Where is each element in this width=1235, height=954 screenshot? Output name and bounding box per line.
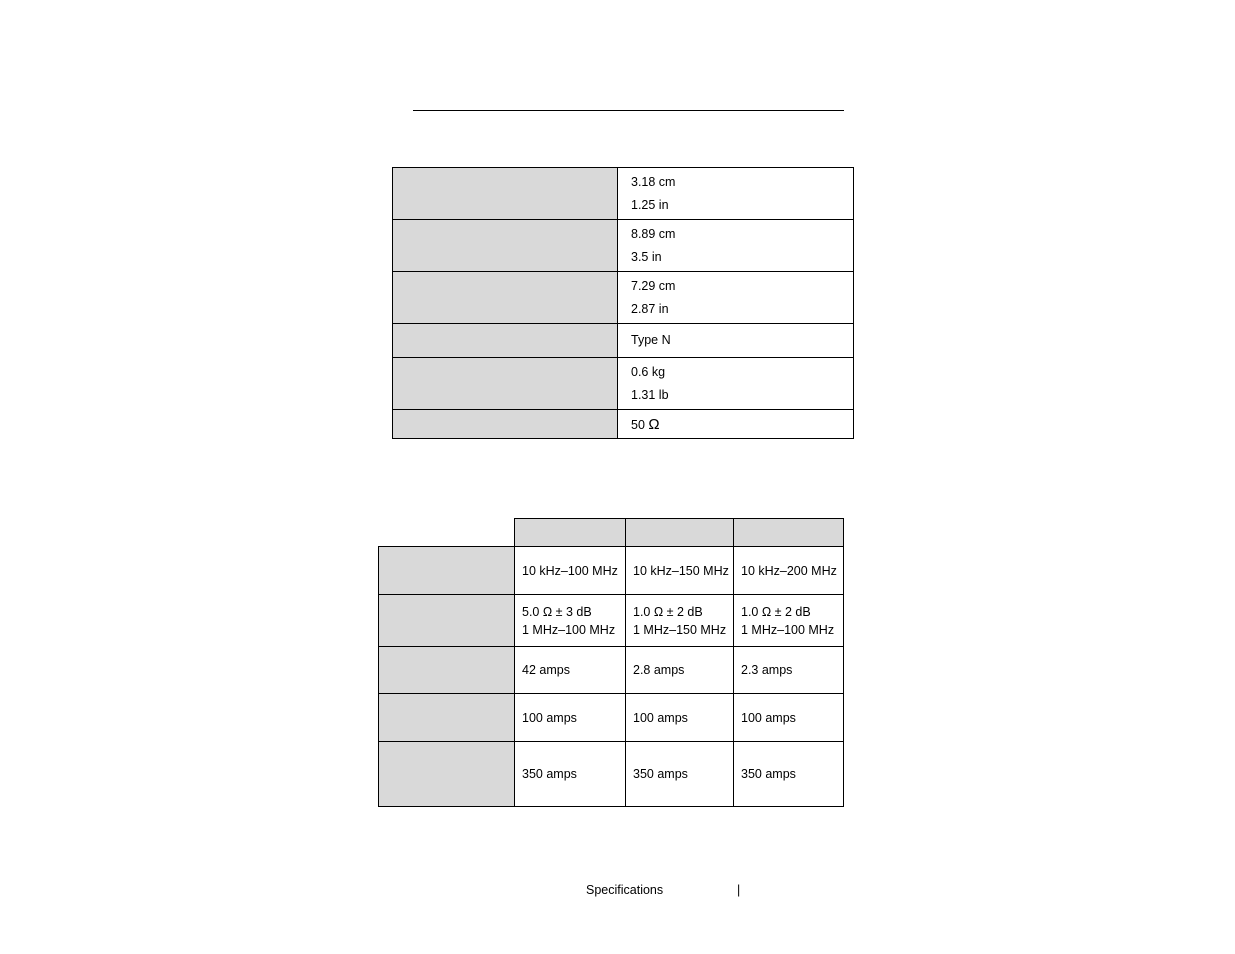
column-header (734, 519, 844, 547)
row-label (393, 272, 618, 324)
cell-line: 5.0 Ω ± 3 dB (522, 604, 592, 619)
value-imperial: 1.31 lb (631, 387, 669, 402)
table-cell: 100 amps (515, 694, 626, 742)
table-cell (626, 595, 734, 647)
table-row (379, 647, 844, 694)
row-label (393, 168, 618, 220)
table-cell: 100 amps (734, 694, 844, 742)
row-label (393, 324, 618, 358)
table-row (379, 547, 844, 595)
cell-line: 1 MHz–100 MHz (741, 622, 835, 637)
table-cell: 350 amps (515, 742, 626, 807)
table-row (393, 272, 854, 324)
table-row (379, 595, 844, 647)
table-cell: 2.8 amps (626, 647, 734, 694)
value-imperial: 2.87 in (631, 301, 669, 316)
value-metric: 8.89 cm (631, 226, 676, 241)
impedance-number: 50 (631, 417, 645, 432)
table-row (379, 742, 844, 807)
row-value (618, 272, 854, 324)
value-metric: 7.29 cm (631, 278, 676, 293)
table-cell: 10 kHz–150 MHz (626, 547, 734, 595)
row-label (393, 220, 618, 272)
table-cell (515, 595, 626, 647)
table-row (379, 694, 844, 742)
table-cell: 350 amps (734, 742, 844, 807)
table-row (393, 220, 854, 272)
row-label (379, 595, 515, 647)
column-header (515, 519, 626, 547)
row-value (618, 410, 854, 439)
table-row (393, 358, 854, 410)
row-value (618, 324, 854, 358)
footer-section-title: Specifications (586, 883, 664, 897)
physical-specs-table (392, 167, 854, 439)
table-cell: 42 amps (515, 647, 626, 694)
electrical-specs-table (378, 518, 844, 807)
cell-line: 1 MHz–100 MHz (522, 622, 616, 637)
row-label (379, 547, 515, 595)
row-value (618, 220, 854, 272)
value-connector: Type N (631, 333, 671, 347)
row-value (618, 168, 854, 220)
table-cell: 100 amps (626, 694, 734, 742)
value-imperial: 3.5 in (631, 249, 662, 264)
row-label (379, 694, 515, 742)
ohm-symbol: Ω (648, 415, 660, 433)
table-row (393, 324, 854, 358)
table-row (393, 410, 854, 439)
cell-line: 1.0 Ω ± 2 dB (633, 604, 703, 619)
row-label (379, 742, 515, 807)
header-rule (413, 110, 844, 111)
value-metric: 0.6 kg (631, 364, 666, 379)
table-cell: 350 amps (626, 742, 734, 807)
row-label (393, 358, 618, 410)
table-cell: 10 kHz–200 MHz (734, 547, 844, 595)
table-cell: 10 kHz–100 MHz (515, 547, 626, 595)
cell-line: 1.0 Ω ± 2 dB (741, 604, 811, 619)
column-header (626, 519, 734, 547)
value-metric: 3.18 cm (631, 174, 676, 189)
table-cell (734, 595, 844, 647)
table-header-row (379, 519, 844, 547)
value-impedance (631, 413, 853, 436)
cell-line: 1 MHz–150 MHz (633, 622, 727, 637)
value-imperial: 1.25 in (631, 197, 669, 212)
footer-separator: | (737, 883, 741, 897)
table-cell: 2.3 amps (734, 647, 844, 694)
row-value (618, 358, 854, 410)
row-label (379, 647, 515, 694)
row-label (393, 410, 618, 439)
table-row (393, 168, 854, 220)
corner-cell (379, 519, 515, 547)
